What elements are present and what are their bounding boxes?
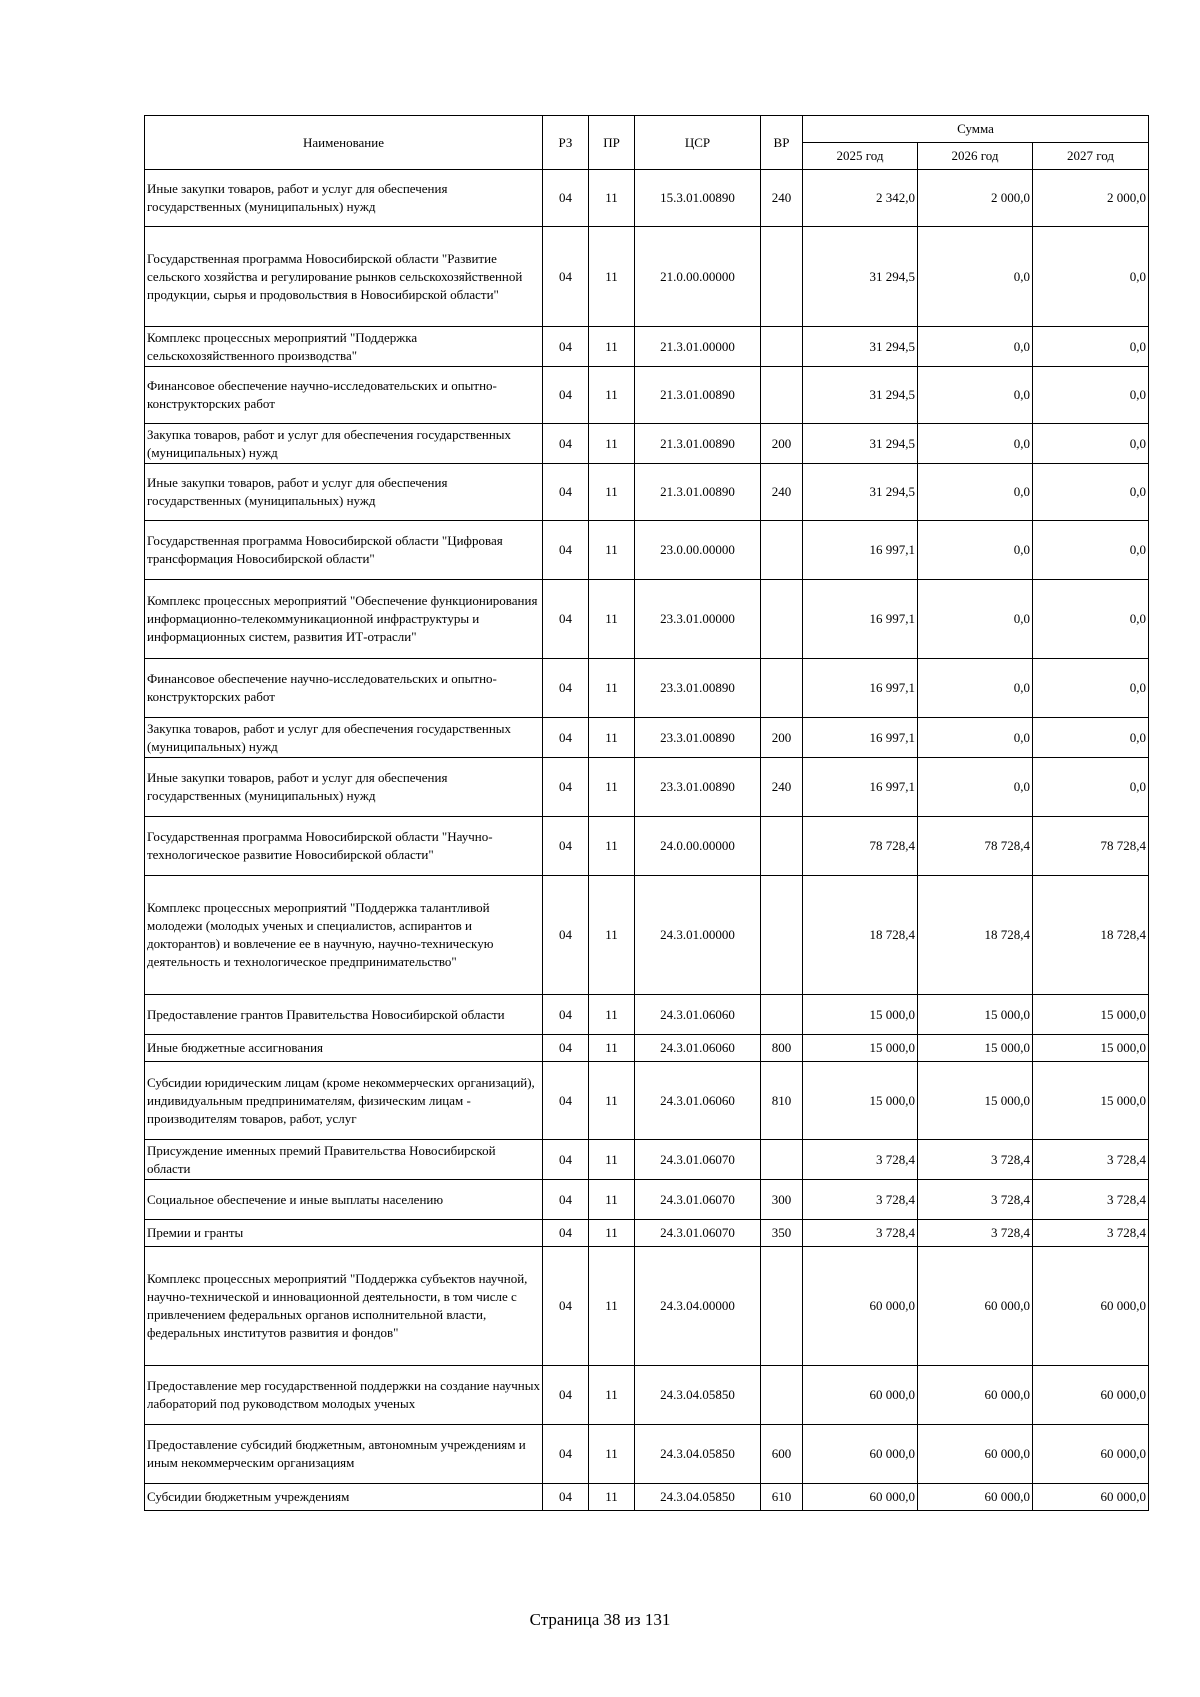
row-vr: 810: [761, 1062, 803, 1140]
row-sum-2027: 3 728,4: [1033, 1140, 1149, 1180]
row-rz: 04: [543, 580, 589, 659]
row-rz: 04: [543, 1062, 589, 1140]
row-csr: 24.3.01.06060: [635, 1062, 761, 1140]
row-pr: 11: [589, 817, 635, 876]
table-row: [145, 1220, 1149, 1247]
row-csr: 24.3.01.06070: [635, 1180, 761, 1220]
row-sum-2027: 60 000,0: [1033, 1247, 1149, 1366]
row-pr: 11: [589, 1140, 635, 1180]
row-pr: 11: [589, 227, 635, 327]
row-csr: 24.3.01.00000: [635, 876, 761, 995]
row-sum-2027: 0,0: [1033, 327, 1149, 367]
row-sum-2025: 31 294,5: [803, 367, 918, 424]
table-row: [145, 1425, 1149, 1484]
table-row: [145, 580, 1149, 659]
row-rz: 04: [543, 1484, 589, 1511]
row-vr: [761, 521, 803, 580]
row-csr: 21.3.01.00890: [635, 464, 761, 521]
row-rz: 04: [543, 1180, 589, 1220]
table-row: [145, 424, 1149, 464]
row-sum-2025: 15 000,0: [803, 1035, 918, 1062]
row-vr: 350: [761, 1220, 803, 1247]
row-rz: 04: [543, 424, 589, 464]
table-row: [145, 1140, 1149, 1180]
row-csr: 23.3.01.00890: [635, 659, 761, 718]
row-name: Комплекс процессных мероприятий "Поддержка субъектов научной, научно-технической и инновационной деятельности, в том числе с привлечением федеральных органов исполнительной власти, федеральных институтов развития и фондов": [145, 1247, 543, 1366]
row-csr: 23.0.00.00000: [635, 521, 761, 580]
row-name: Закупка товаров, работ и услуг для обеспечения государственных (муниципальных) нужд: [145, 424, 543, 464]
row-sum-2027: 15 000,0: [1033, 995, 1149, 1035]
row-sum-2025: 3 728,4: [803, 1180, 918, 1220]
table-row: [145, 995, 1149, 1035]
table-row: [145, 521, 1149, 580]
row-pr: 11: [589, 580, 635, 659]
row-sum-2025: 16 997,1: [803, 580, 918, 659]
row-rz: 04: [543, 1035, 589, 1062]
row-pr: 11: [589, 424, 635, 464]
row-sum-2026: 0,0: [918, 580, 1033, 659]
row-sum-2027: 0,0: [1033, 367, 1149, 424]
row-csr: 24.3.04.05850: [635, 1425, 761, 1484]
row-sum-2027: 0,0: [1033, 580, 1149, 659]
row-sum-2027: 18 728,4: [1033, 876, 1149, 995]
row-sum-2025: 18 728,4: [803, 876, 918, 995]
row-sum-2025: 3 728,4: [803, 1220, 918, 1247]
row-sum-2025: 16 997,1: [803, 521, 918, 580]
row-sum-2025: 78 728,4: [803, 817, 918, 876]
row-sum-2026: 0,0: [918, 718, 1033, 758]
table-body: [145, 170, 1149, 1511]
table-row: [145, 876, 1149, 995]
row-rz: 04: [543, 464, 589, 521]
row-sum-2027: 0,0: [1033, 227, 1149, 327]
row-rz: 04: [543, 817, 589, 876]
row-vr: [761, 1366, 803, 1425]
row-pr: 11: [589, 995, 635, 1035]
header-sum: Сумма: [803, 116, 1149, 143]
row-vr: [761, 367, 803, 424]
table-row: [145, 1366, 1149, 1425]
row-pr: 11: [589, 1180, 635, 1220]
row-rz: 04: [543, 170, 589, 227]
header-rz: РЗ: [543, 116, 589, 170]
row-vr: 800: [761, 1035, 803, 1062]
row-sum-2026: 60 000,0: [918, 1425, 1033, 1484]
row-rz: 04: [543, 367, 589, 424]
row-sum-2027: 3 728,4: [1033, 1220, 1149, 1247]
row-sum-2026: 60 000,0: [918, 1366, 1033, 1425]
row-pr: 11: [589, 718, 635, 758]
row-sum-2027: 2 000,0: [1033, 170, 1149, 227]
row-rz: 04: [543, 227, 589, 327]
row-sum-2026: 0,0: [918, 367, 1033, 424]
row-csr: 23.3.01.00890: [635, 718, 761, 758]
row-sum-2025: 60 000,0: [803, 1425, 918, 1484]
row-pr: 11: [589, 876, 635, 995]
table-row: [145, 1180, 1149, 1220]
row-sum-2026: 0,0: [918, 521, 1033, 580]
row-pr: 11: [589, 1247, 635, 1366]
row-sum-2026: 0,0: [918, 424, 1033, 464]
row-name: Государственная программа Новосибирской области "Научно-технологическое развитие Новосибирской области": [145, 817, 543, 876]
row-name: Предоставление мер государственной поддержки на создание научных лабораторий под руководством молодых ученых: [145, 1366, 543, 1425]
row-name: Иные закупки товаров, работ и услуг для обеспечения государственных (муниципальных) нужд: [145, 170, 543, 227]
table-row: [145, 464, 1149, 521]
row-csr: 23.3.01.00000: [635, 580, 761, 659]
row-sum-2026: 0,0: [918, 758, 1033, 817]
row-csr: 24.3.04.05850: [635, 1366, 761, 1425]
row-vr: [761, 580, 803, 659]
row-pr: 11: [589, 464, 635, 521]
row-csr: 23.3.01.00890: [635, 758, 761, 817]
row-name: Финансовое обеспечение научно-исследовательских и опытно-конструкторских работ: [145, 367, 543, 424]
row-pr: 11: [589, 1484, 635, 1511]
row-pr: 11: [589, 521, 635, 580]
header-pr: ПР: [589, 116, 635, 170]
table-row: [145, 327, 1149, 367]
row-rz: 04: [543, 1366, 589, 1425]
table-row: [145, 367, 1149, 424]
row-sum-2026: 18 728,4: [918, 876, 1033, 995]
header-year-2026: 2026 год: [918, 143, 1033, 170]
row-sum-2025: 15 000,0: [803, 1062, 918, 1140]
row-sum-2027: 78 728,4: [1033, 817, 1149, 876]
row-name: Государственная программа Новосибирской области "Цифровая трансформация Новосибирской области": [145, 521, 543, 580]
table-row: [145, 817, 1149, 876]
header-name: Наименование: [145, 116, 543, 170]
row-sum-2025: 15 000,0: [803, 995, 918, 1035]
row-name: Предоставление грантов Правительства Новосибирской области: [145, 995, 543, 1035]
row-sum-2025: 60 000,0: [803, 1366, 918, 1425]
row-sum-2025: 60 000,0: [803, 1247, 918, 1366]
row-sum-2026: 3 728,4: [918, 1180, 1033, 1220]
row-sum-2027: 15 000,0: [1033, 1035, 1149, 1062]
row-vr: [761, 227, 803, 327]
row-name: Комплекс процессных мероприятий "Обеспечение функционирования информационно-телекоммуникационной инфраструктуры и информационных систем, развития ИТ-отрасли": [145, 580, 543, 659]
row-sum-2025: 31 294,5: [803, 327, 918, 367]
row-pr: 11: [589, 659, 635, 718]
row-sum-2025: 3 728,4: [803, 1140, 918, 1180]
row-rz: 04: [543, 718, 589, 758]
row-sum-2027: 0,0: [1033, 521, 1149, 580]
row-csr: 24.3.04.05850: [635, 1484, 761, 1511]
row-sum-2026: 3 728,4: [918, 1140, 1033, 1180]
row-pr: 11: [589, 1366, 635, 1425]
row-sum-2026: 0,0: [918, 327, 1033, 367]
row-sum-2027: 60 000,0: [1033, 1425, 1149, 1484]
row-sum-2027: 3 728,4: [1033, 1180, 1149, 1220]
row-rz: 04: [543, 1140, 589, 1180]
row-sum-2026: 0,0: [918, 464, 1033, 521]
row-vr: [761, 659, 803, 718]
table-row: [145, 758, 1149, 817]
row-sum-2025: 16 997,1: [803, 718, 918, 758]
row-sum-2026: 60 000,0: [918, 1247, 1033, 1366]
row-sum-2027: 60 000,0: [1033, 1366, 1149, 1425]
table-row: [145, 227, 1149, 327]
row-csr: 21.0.00.00000: [635, 227, 761, 327]
row-csr: 21.3.01.00890: [635, 424, 761, 464]
row-sum-2027: 0,0: [1033, 659, 1149, 718]
row-vr: [761, 327, 803, 367]
header-year-2025: 2025 год: [803, 143, 918, 170]
row-name: Премии и гранты: [145, 1220, 543, 1247]
row-pr: 11: [589, 170, 635, 227]
row-sum-2025: 31 294,5: [803, 227, 918, 327]
row-sum-2026: 15 000,0: [918, 995, 1033, 1035]
row-sum-2025: 31 294,5: [803, 464, 918, 521]
row-vr: 300: [761, 1180, 803, 1220]
table-row: [145, 170, 1149, 227]
row-name: Предоставление субсидий бюджетным, автономным учреждениям и иным некоммерческим организациям: [145, 1425, 543, 1484]
table-row: [145, 659, 1149, 718]
row-pr: 11: [589, 758, 635, 817]
row-rz: 04: [543, 995, 589, 1035]
table-row: [145, 1035, 1149, 1062]
header-vr: ВР: [761, 116, 803, 170]
row-csr: 24.3.01.06070: [635, 1220, 761, 1247]
row-name: Государственная программа Новосибирской области "Развитие сельского хозяйства и регулирование рынков сельскохозяйственной продукции, сырья и продовольствия в Новосибирской области": [145, 227, 543, 327]
row-vr: 240: [761, 464, 803, 521]
table-row: [145, 718, 1149, 758]
row-vr: [761, 876, 803, 995]
row-rz: 04: [543, 327, 589, 367]
row-name: Социальное обеспечение и иные выплаты населению: [145, 1180, 543, 1220]
table-header: [145, 116, 1149, 170]
row-pr: 11: [589, 327, 635, 367]
row-rz: 04: [543, 1425, 589, 1484]
table-row: [145, 1484, 1149, 1511]
row-sum-2026: 0,0: [918, 227, 1033, 327]
row-pr: 11: [589, 1062, 635, 1140]
row-sum-2026: 2 000,0: [918, 170, 1033, 227]
row-name: Закупка товаров, работ и услуг для обеспечения государственных (муниципальных) нужд: [145, 718, 543, 758]
row-rz: 04: [543, 521, 589, 580]
header-csr: ЦСР: [635, 116, 761, 170]
row-sum-2027: 0,0: [1033, 758, 1149, 817]
row-name: Иные закупки товаров, работ и услуг для обеспечения государственных (муниципальных) нужд: [145, 758, 543, 817]
row-name: Финансовое обеспечение научно-исследовательских и опытно-конструкторских работ: [145, 659, 543, 718]
row-vr: [761, 1247, 803, 1366]
row-vr: [761, 817, 803, 876]
row-sum-2026: 15 000,0: [918, 1035, 1033, 1062]
row-sum-2027: 0,0: [1033, 464, 1149, 521]
table-row: [145, 1062, 1149, 1140]
row-rz: 04: [543, 758, 589, 817]
row-rz: 04: [543, 876, 589, 995]
row-rz: 04: [543, 1247, 589, 1366]
row-vr: 200: [761, 718, 803, 758]
row-sum-2025: 2 342,0: [803, 170, 918, 227]
row-vr: 240: [761, 758, 803, 817]
row-name: Иные бюджетные ассигнования: [145, 1035, 543, 1062]
row-sum-2026: 3 728,4: [918, 1220, 1033, 1247]
header-year-2027: 2027 год: [1033, 143, 1149, 170]
row-rz: 04: [543, 1220, 589, 1247]
row-rz: 04: [543, 659, 589, 718]
row-csr: 24.0.00.00000: [635, 817, 761, 876]
row-sum-2027: 15 000,0: [1033, 1062, 1149, 1140]
row-vr: 240: [761, 170, 803, 227]
row-name: Субсидии юридическим лицам (кроме некоммерческих организаций), индивидуальным предпринимателям, физическим лицам - производителям товаров, работ, услуг: [145, 1062, 543, 1140]
row-vr: 600: [761, 1425, 803, 1484]
row-sum-2026: 15 000,0: [918, 1062, 1033, 1140]
row-csr: 21.3.01.00000: [635, 327, 761, 367]
row-csr: 24.3.01.06060: [635, 1035, 761, 1062]
row-sum-2026: 78 728,4: [918, 817, 1033, 876]
row-sum-2027: 0,0: [1033, 718, 1149, 758]
row-csr: 15.3.01.00890: [635, 170, 761, 227]
row-sum-2026: 0,0: [918, 659, 1033, 718]
row-sum-2025: 60 000,0: [803, 1484, 918, 1511]
row-vr: 200: [761, 424, 803, 464]
row-vr: [761, 995, 803, 1035]
row-sum-2026: 60 000,0: [918, 1484, 1033, 1511]
row-sum-2025: 16 997,1: [803, 659, 918, 718]
row-csr: 21.3.01.00890: [635, 367, 761, 424]
row-vr: 610: [761, 1484, 803, 1511]
row-sum-2027: 0,0: [1033, 424, 1149, 464]
row-pr: 11: [589, 1220, 635, 1247]
page-number: Страница 38 из 131: [529, 1610, 671, 1629]
row-pr: 11: [589, 1425, 635, 1484]
row-name: Присуждение именных премий Правительства Новосибирской области: [145, 1140, 543, 1180]
row-sum-2027: 60 000,0: [1033, 1484, 1149, 1511]
row-csr: 24.3.01.06070: [635, 1140, 761, 1180]
table-row: [145, 1247, 1149, 1366]
row-name: Субсидии бюджетным учреждениям: [145, 1484, 543, 1511]
row-name: Комплекс процессных мероприятий "Поддержка талантливой молодежи (молодых ученых и специалистов, аспирантов и докторантов) и вовлечение ее в научную, научно-техническую деятельность и технологическое предпринимательство": [145, 876, 543, 995]
row-csr: 24.3.04.00000: [635, 1247, 761, 1366]
row-sum-2025: 16 997,1: [803, 758, 918, 817]
row-sum-2025: 31 294,5: [803, 424, 918, 464]
row-name: Иные закупки товаров, работ и услуг для обеспечения государственных (муниципальных) нужд: [145, 464, 543, 521]
row-name: Комплекс процессных мероприятий "Поддержка сельскохозяйственного производства": [145, 327, 543, 367]
row-pr: 11: [589, 1035, 635, 1062]
budget-table: [144, 115, 1149, 1511]
row-vr: [761, 1140, 803, 1180]
row-pr: 11: [589, 367, 635, 424]
row-csr: 24.3.01.06060: [635, 995, 761, 1035]
